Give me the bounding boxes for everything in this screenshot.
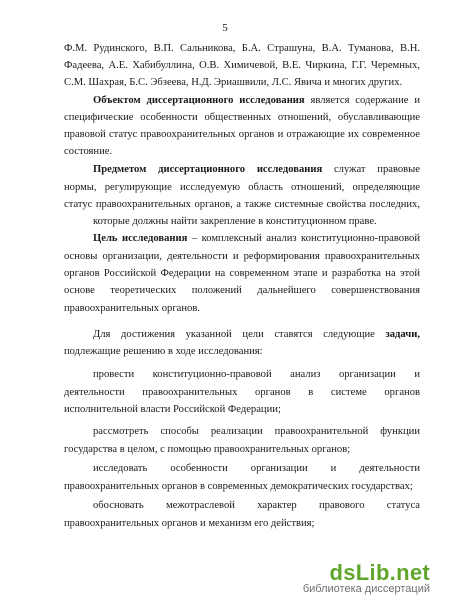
text-line: правовой статус правоохранительных органов и отражающие их современное bbox=[64, 129, 420, 140]
text-line: органов Российской Федерации на современном этапе и разработка на этой bbox=[64, 268, 420, 279]
watermark bbox=[303, 560, 430, 595]
text-line: Для достижения указанной цели ставятся следующие задачи, bbox=[93, 329, 420, 340]
text-line: Предметом диссертационного исследования служат правовые bbox=[93, 164, 420, 175]
text-line: статус правоохранительных органов, а также системные свойства последних, bbox=[64, 199, 420, 210]
text-line: исследовать особенности организации и деятельности bbox=[93, 463, 420, 474]
text-line: С.М. Шахрая, Б.С. Эбзеева, Н.Д. Эриашвили, Л.С. Явича и многих других. bbox=[64, 77, 403, 88]
text-line: государства в целом, с помощью правоохранительных органов; bbox=[64, 444, 351, 455]
watermark-logo: dsLib.net bbox=[329, 560, 430, 585]
text-line: нормы, регулирующие исследуемую область отношений, определяющие bbox=[64, 182, 420, 193]
text-line: правоохранительных органов и механизм его действия; bbox=[64, 518, 315, 529]
page-number: 5 bbox=[222, 22, 228, 34]
text-line: провести конституционно-правовой анализ организации и bbox=[93, 369, 420, 380]
text-line: которые должны найти закрепление в конституционном праве. bbox=[93, 216, 377, 227]
text-line: рассмотреть способы реализации правоохранительной функции bbox=[93, 426, 420, 437]
text-line: правоохранительных органов. bbox=[64, 303, 201, 314]
text-line: специфические особенности общественных отношений, обуславливающие bbox=[64, 112, 420, 123]
text-line: Цель исследования – комплексный анализ конституционно-правовой bbox=[93, 233, 421, 244]
text-line: Фадеева, А.Е. Хабибуллина, О.В. Химичевой, В.Е. Чиркина, Г.Г. Черемных, bbox=[64, 60, 420, 71]
text-line: обосновать межотраслевой характер правового статуса bbox=[93, 500, 420, 511]
text-line: подлежащие решению в ходе исследования: bbox=[64, 346, 263, 357]
text-line: деятельности правоохранительных органов в системе органов bbox=[64, 387, 420, 398]
text-line: основы организации, деятельности и реформирования правоохранительных bbox=[64, 251, 420, 262]
text-line: Ф.М. Рудинского, В.П. Сальникова, Б.А. Страшуна, В.А. Туманова, В.Н. bbox=[64, 43, 420, 54]
text-line: основе теоретических положений дальнейшего совершенствования bbox=[64, 285, 420, 296]
text-line: правоохранительных органов в современных демократических государствах; bbox=[64, 481, 413, 492]
text-line: исполнительной власти Российской Федерации; bbox=[64, 404, 281, 415]
watermark-subtitle: библиотека диссертаций bbox=[302, 583, 430, 595]
text-line: состояние. bbox=[64, 146, 113, 157]
text-line: Объектом диссертационного исследования является содержание и bbox=[93, 95, 420, 106]
